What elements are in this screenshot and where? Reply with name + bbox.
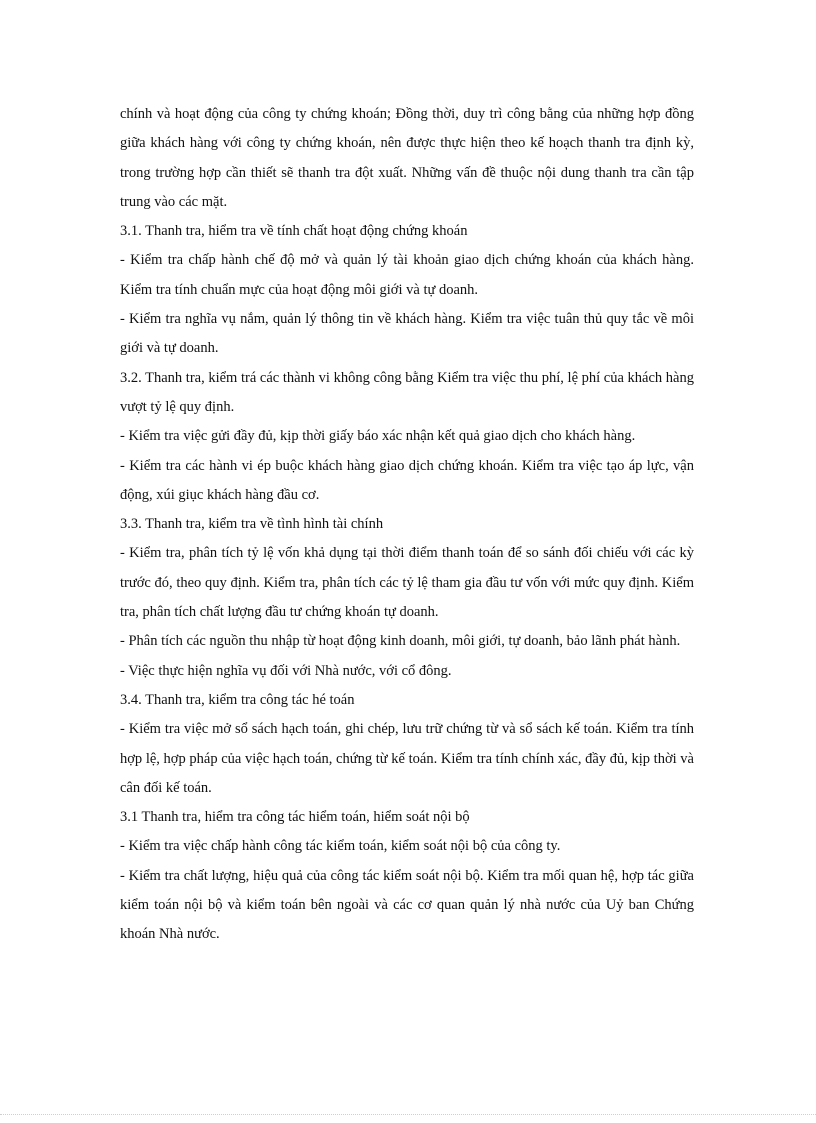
paragraph-item: - Kiểm tra việc gửi đầy đủ, kịp thời giấy báo xác nhận kết quả giao dịch cho khách hàng.: [120, 428, 636, 445]
paragraph-item: - Phân tích các nguồn thu nhập từ hoạt động kinh doanh, môi giới, tự doanh, bảo lãnh phát hành.: [120, 633, 681, 650]
section-heading-3-1: 3.1. Thanh tra, hiểm tra về tính chất hoạt động chứng khoán: [120, 223, 468, 240]
paragraph-item: - Kiểm tra việc mở sổ sách hạch toán, ghi chép, lưu trữ chứng từ và sổ sách kế toán. Kiểm tra tính hợp lệ, hợp pháp của việc hạch toán, chứng từ kế toán. Kiểm tra tính chính xác, đầy đủ, kịp thời và cân đối kế toán.: [120, 721, 694, 796]
section-heading-3-4: 3.4. Thanh tra, kiểm tra công tác hé toán: [120, 691, 355, 708]
paragraph-item: - Việc thực hiện nghĩa vụ đối với Nhà nước, với cổ đông.: [120, 662, 452, 679]
section-heading-3-5: 3.1 Thanh tra, hiểm tra công tác hiểm toán, hiểm soát nội bộ: [120, 809, 470, 826]
section-heading-3-3: 3.3. Thanh tra, kiểm tra về tình hình tài chính: [120, 516, 384, 533]
section-heading-3-2: 3.2. Thanh tra, kiểm trá các thành vi không công bằng Kiểm tra việc thu phí, lệ phí của khách hàng vượt tỷ lệ quy định.: [120, 369, 694, 415]
paragraph-item: - Kiểm tra các hành vi ép buộc khách hàng giao dịch chứng khoán. Kiểm tra việc tạo áp lực, vận động, xúi giục khách hàng đầu cơ.: [120, 457, 694, 503]
paragraph-intro: chính và hoạt động của công ty chứng khoán; Đồng thời, duy trì công bằng của những hợp đồng giữa khách hàng với công ty chứng khoán, nên được thực hiện theo kế hoạch thanh tra định kỳ, trong trường hợp cần thiết sẽ thanh tra đột xuất. Những vấn đề thuộc nội dung thanh tra cần tập trung vào các mặt.: [120, 106, 694, 210]
paragraph-item: - Kiểm tra nghĩa vụ nắm, quản lý thông tin về khách hàng. Kiểm tra việc tuân thủ quy tắc về môi giới và tự doanh.: [120, 311, 694, 357]
page-bottom-divider: [0, 1114, 816, 1115]
document-body: [120, 100, 694, 950]
paragraph-item: - Kiểm tra chấp hành chế độ mở và quản lý tài khoản giao dịch chứng khoán của khách hàng. Kiểm tra tính chuẩn mực của hoạt động môi giới và tự doanh.: [120, 252, 694, 298]
paragraph-item: - Kiểm tra việc chấp hành công tác kiểm toán, kiểm soát nội bộ của công ty.: [120, 838, 561, 855]
paragraph-item: - Kiểm tra, phân tích tỷ lệ vốn khả dụng tại thời điểm thanh toán để so sánh đối chiếu với các kỳ trước đó, theo quy định. Kiểm tra, phân tích các tỷ lệ tham gia đầu tư vốn với mức quy định. Kiểm tra, phân tích chất lượng đầu tư chứng khoán tự doanh.: [120, 545, 694, 621]
paragraph-item: - Kiểm tra chất lượng, hiệu quả của công tác kiểm soát nội bộ. Kiểm tra mối quan hệ, hợp tác giữa kiểm toán nội bộ và kiểm toán bên ngoài và các cơ quan quản lý nhà nước của Uỷ ban Chứng khoán Nhà nước.: [120, 867, 694, 943]
